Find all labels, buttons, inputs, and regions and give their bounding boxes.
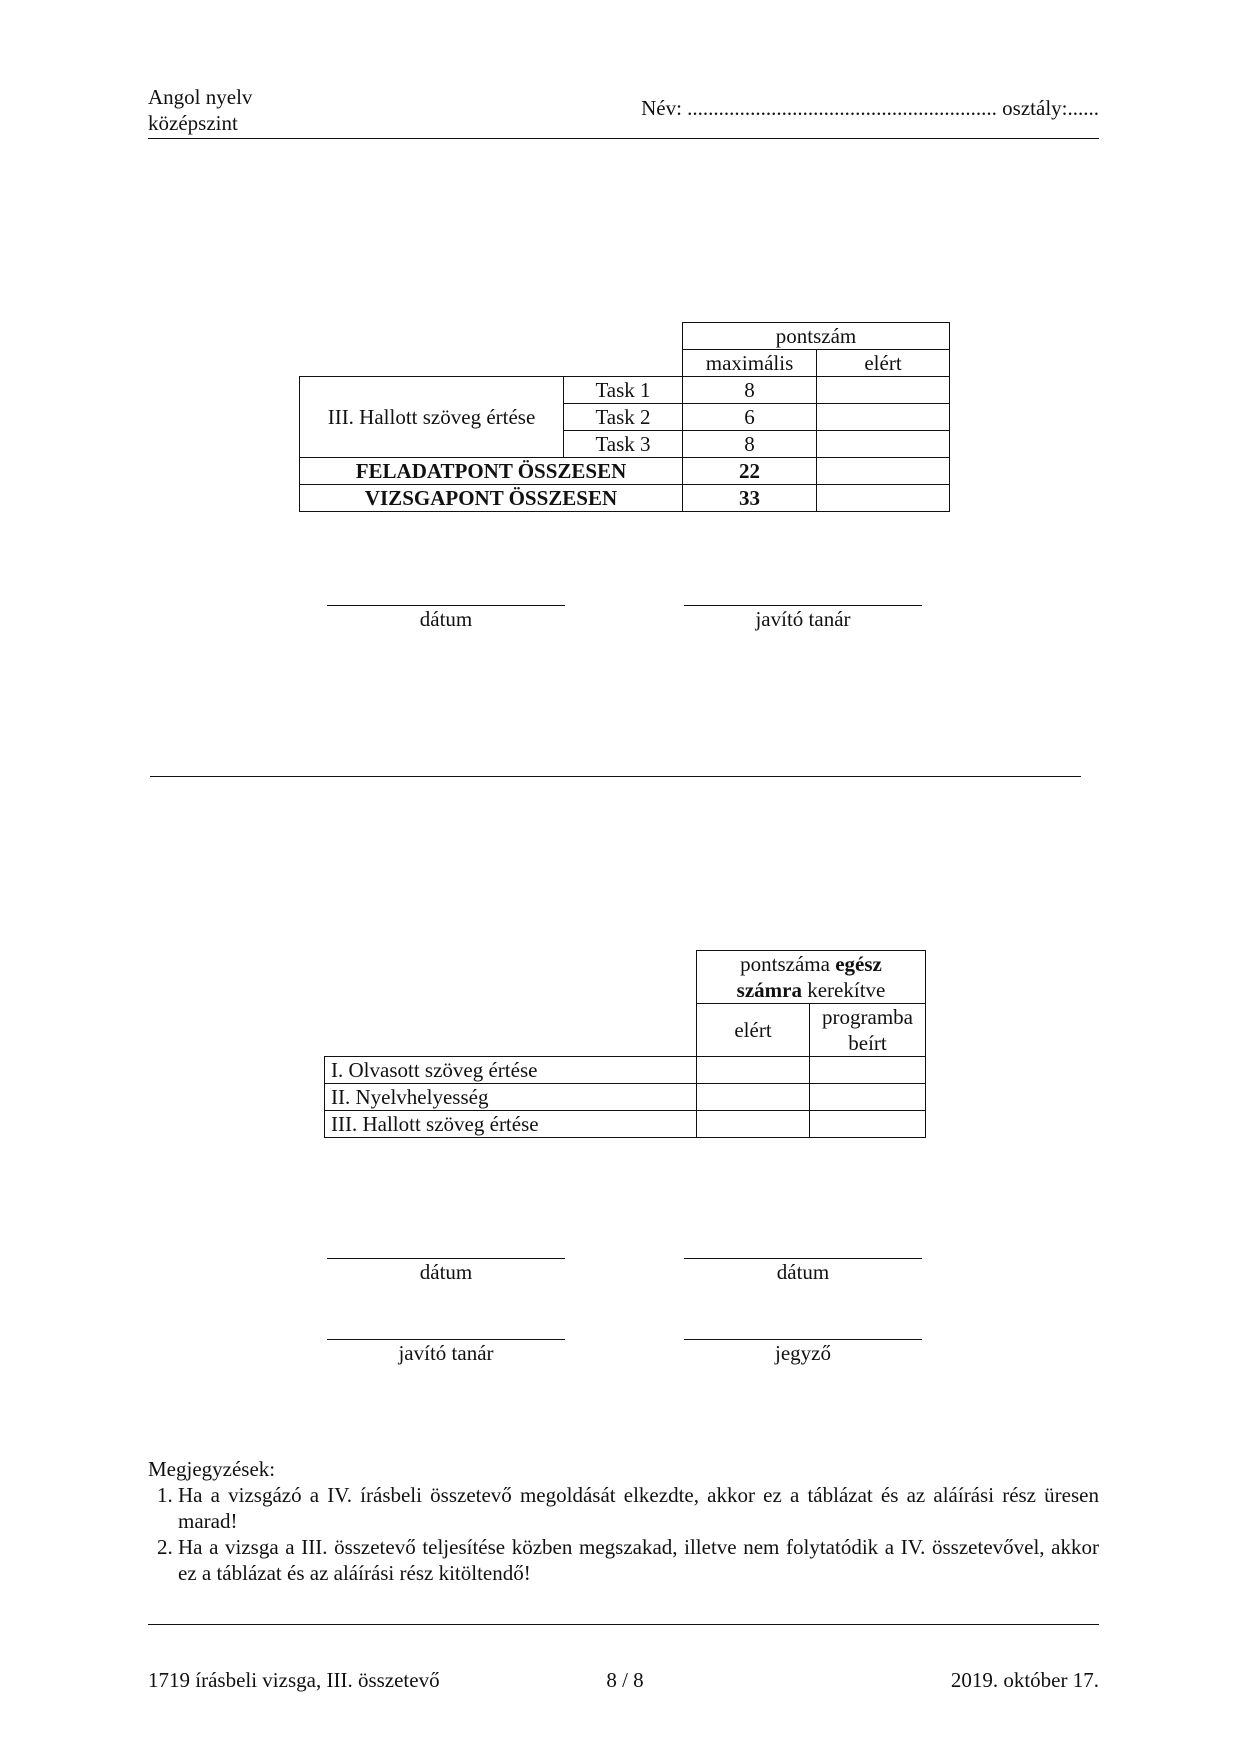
score-table-listening <box>299 322 950 512</box>
teacher-label: javító tanár <box>755 607 851 631</box>
teacher-signature-line[interactable] <box>327 1339 565 1340</box>
notary-label: jegyző <box>775 1341 831 1365</box>
earned-cell[interactable] <box>697 1084 810 1111</box>
name-class-field: Név: ........................................................... osztály:...... <box>641 96 1099 120</box>
teacher-signature-line[interactable] <box>684 605 922 606</box>
entered-column-header: programba beírt <box>810 1004 926 1057</box>
earned-cell[interactable] <box>697 1057 810 1084</box>
page-number: 8 / 8 <box>606 1668 644 1692</box>
footer-exam-info: 1719 írásbeli vizsga, III. összetevő <box>148 1668 440 1692</box>
notes-section <box>148 1456 1099 1586</box>
task-earned-cell[interactable] <box>817 431 950 458</box>
date-signature-line[interactable] <box>327 1258 565 1259</box>
header-subject <box>148 84 252 136</box>
task-max: 6 <box>683 404 817 431</box>
entered-cell[interactable] <box>810 1057 926 1084</box>
component-label: II. Nyelvhelyesség <box>325 1084 697 1111</box>
teacher-label: javító tanár <box>398 1341 494 1365</box>
footer-rule <box>148 1624 1099 1625</box>
date-signature-line[interactable] <box>684 1258 922 1259</box>
exam-total-label: VIZSGAPONT ÖSSZESEN <box>300 485 683 512</box>
task-total-label: FELADATPONT ÖSSZESEN <box>300 458 683 485</box>
exam-total-earned-cell[interactable] <box>817 485 950 512</box>
task-total-earned-cell[interactable] <box>817 458 950 485</box>
footer-date: 2019. október 17. <box>950 1668 1099 1692</box>
section-label: III. Hallott szöveg értése <box>300 377 564 458</box>
header-rule <box>148 138 1099 139</box>
component-label: III. Hallott szöveg értése <box>325 1111 697 1138</box>
task-earned-cell[interactable] <box>817 404 950 431</box>
date-signature-line[interactable] <box>327 605 565 606</box>
date-label: dátum <box>419 607 473 631</box>
earned-column-header: elért <box>817 350 950 377</box>
exam-total-max: 33 <box>683 485 817 512</box>
notes-list <box>148 1482 1099 1586</box>
task-name: Task 3 <box>564 431 683 458</box>
note-item: 2. Ha a vizsga a III. összetevő teljesítése közben megszakad, illetve nem folytatódik a IV. összetevővel, akkor ez a táblázat és az aláírási rész kitöltendő! <box>178 1534 1099 1586</box>
subject-level: középszint <box>148 111 238 135</box>
component-label: I. Olvasott szöveg értése <box>325 1057 697 1084</box>
task-total-max: 22 <box>683 458 817 485</box>
entered-cell[interactable] <box>810 1084 926 1111</box>
points-header: pontszám <box>683 323 950 350</box>
date-label: dátum <box>419 1260 473 1284</box>
entered-cell[interactable] <box>810 1111 926 1138</box>
task-max: 8 <box>683 431 817 458</box>
task-name: Task 2 <box>564 404 683 431</box>
max-column-header: maximális <box>683 350 817 377</box>
task-name: Task 1 <box>564 377 683 404</box>
note-item: 1. Ha a vizsgázó a IV. írásbeli összetevő megoldását elkezdte, akkor ez a táblázat és az aláírási rész üresen marad! <box>178 1482 1099 1534</box>
earned-column-header: elért <box>697 1004 810 1057</box>
date-label: dátum <box>776 1260 830 1284</box>
notary-signature-line[interactable] <box>684 1339 922 1340</box>
subject-title: Angol nyelv <box>148 85 253 109</box>
earned-cell[interactable] <box>697 1111 810 1138</box>
score-table-summary <box>324 950 926 1138</box>
notes-title: Megjegyzések: <box>148 1457 276 1481</box>
rounded-points-header: pontszáma egész számra kerekítve <box>697 951 926 1004</box>
task-max: 8 <box>683 377 817 404</box>
section-separator <box>150 776 1081 777</box>
task-earned-cell[interactable] <box>817 377 950 404</box>
